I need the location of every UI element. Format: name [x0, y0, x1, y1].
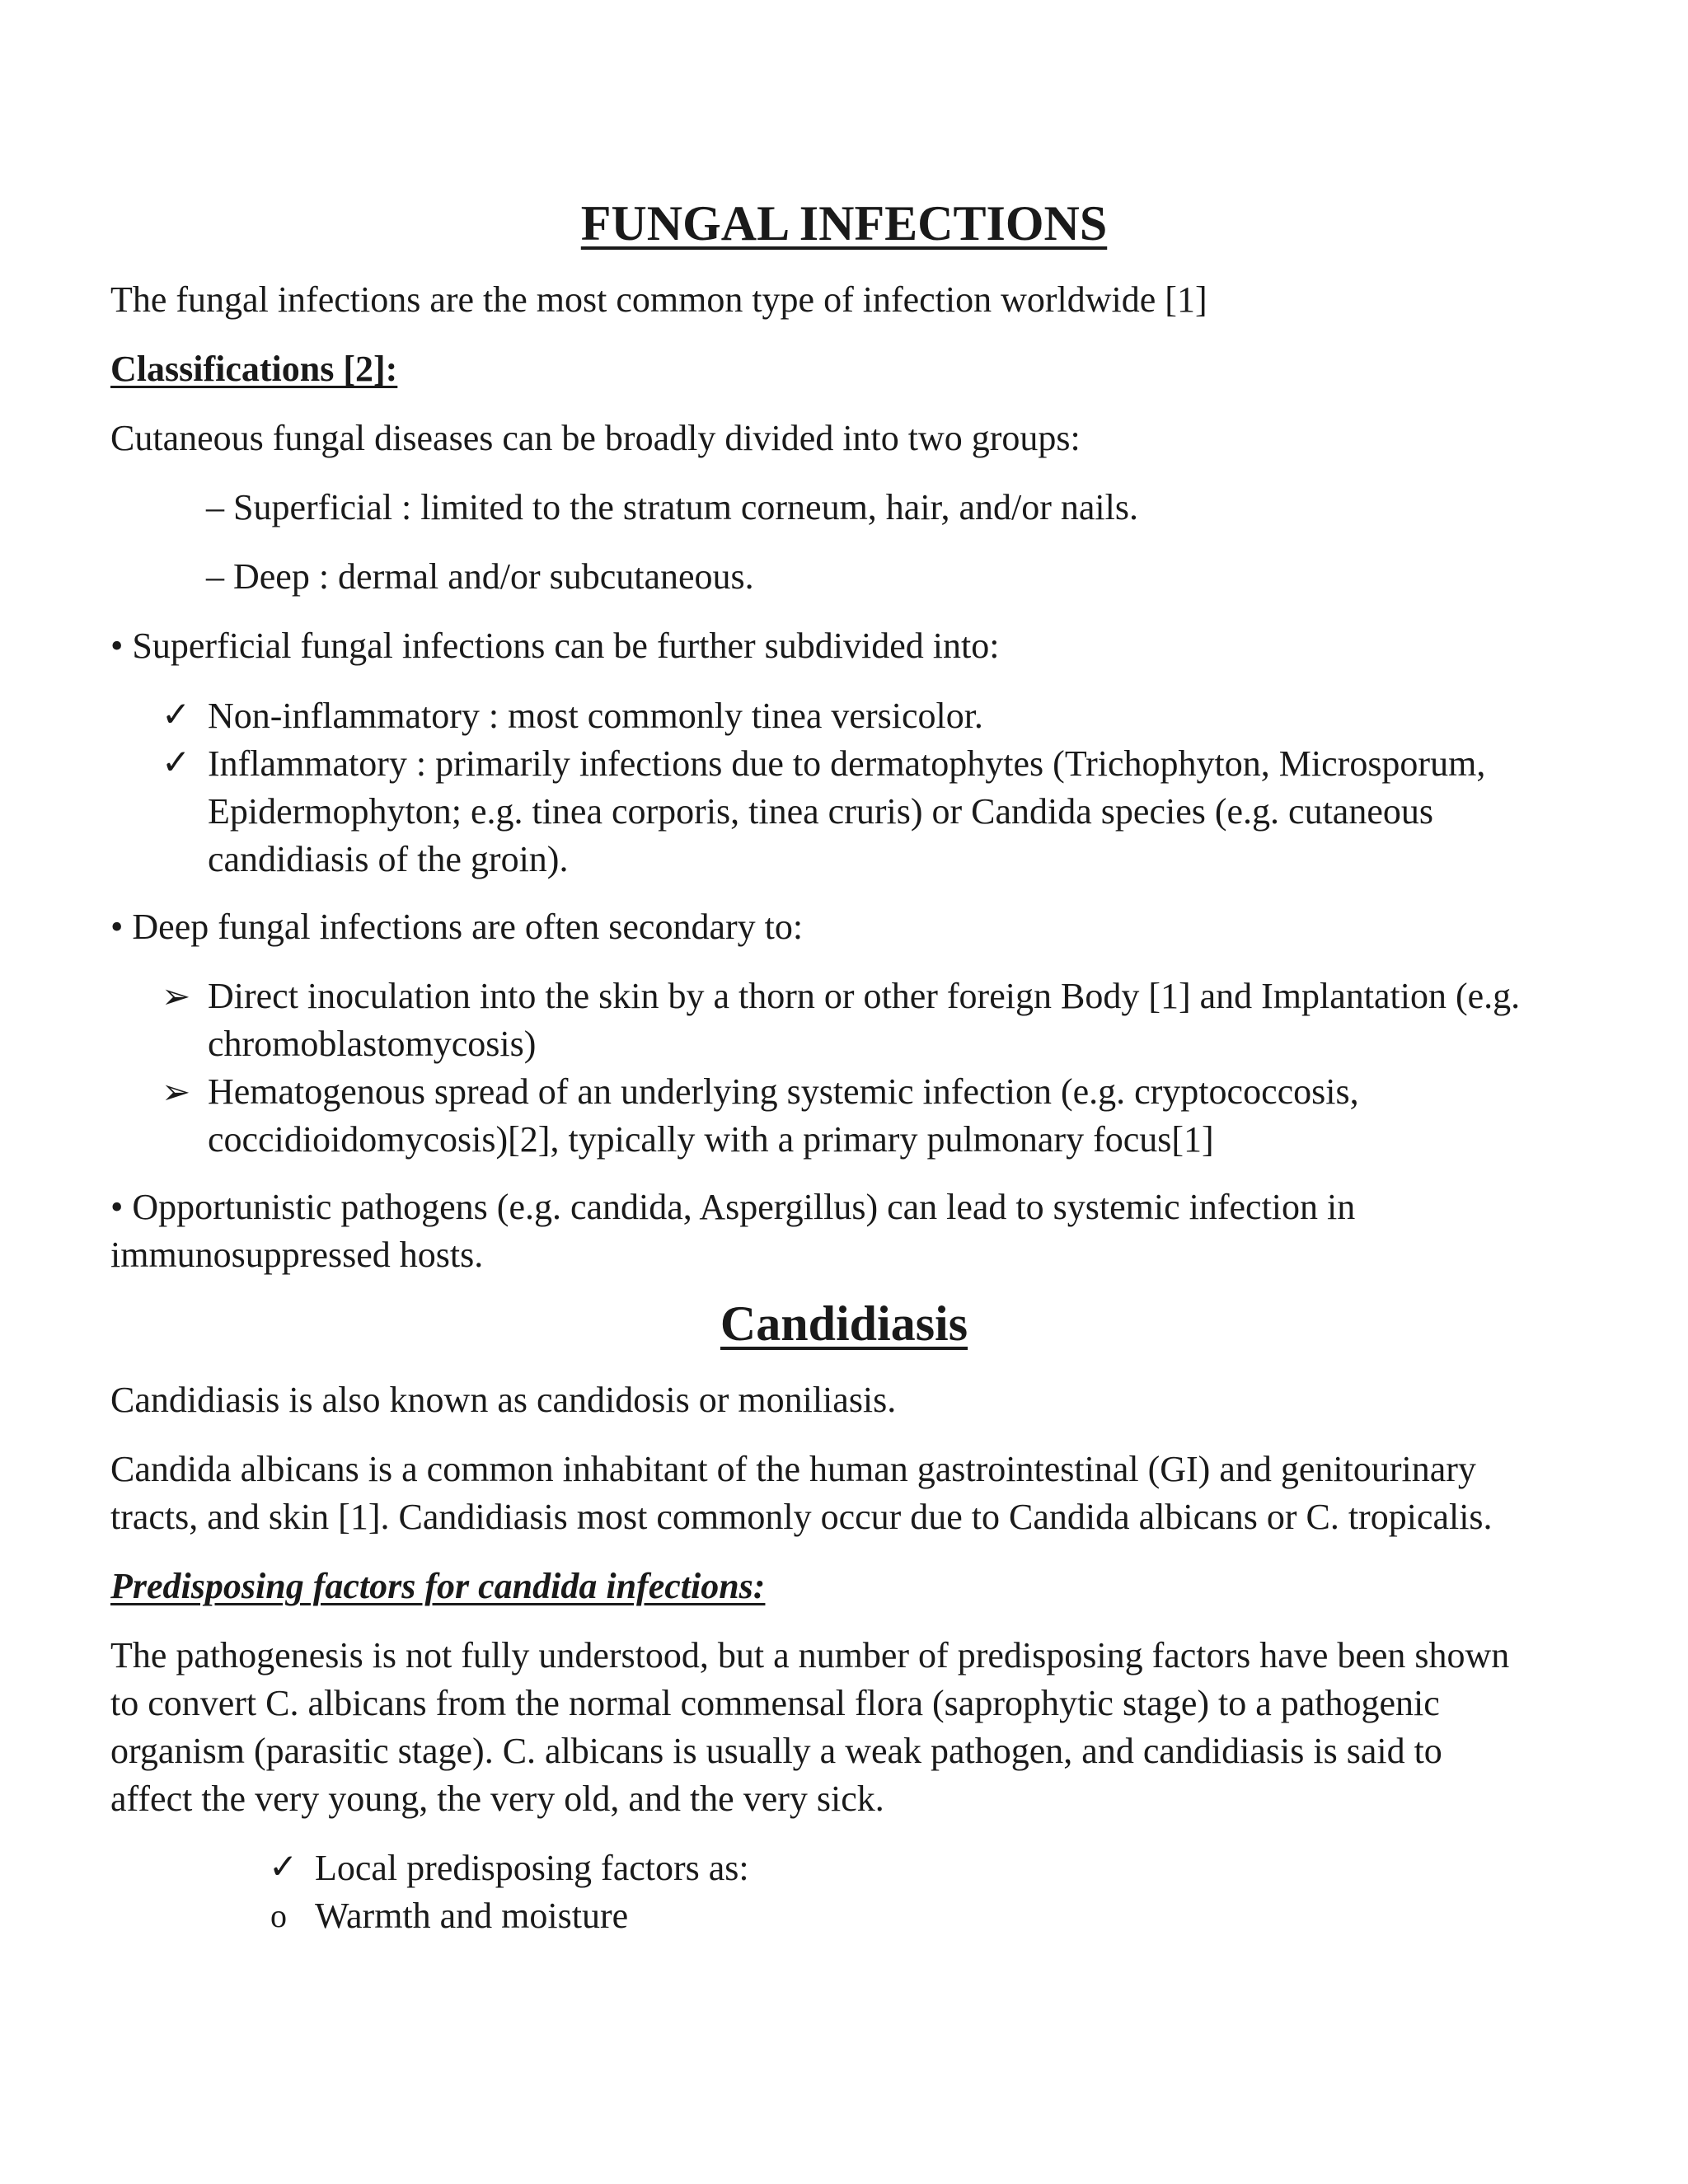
list-item-hematogenous-line-1: Hematogenous spread of an underlying systemic infection (e.g. cryptococcosis, — [208, 1071, 1359, 1112]
local-factors-item: Local predisposing factors as: — [315, 1848, 749, 1888]
list-item-inflammatory-line-3: candidiasis of the groin). — [208, 839, 569, 879]
pathogenesis-line-1: The pathogenesis is not fully understood, but a number of predisposing factors have been shown — [110, 1635, 1510, 1675]
page-title: FUNGAL INFECTIONS — [580, 196, 1108, 251]
arrow-bullet-icon: ➢ — [162, 976, 191, 1016]
pathogenesis-line-2: to convert C. albicans from the normal commensal flora (saprophytic stage) to a pathogenic — [110, 1683, 1440, 1723]
opportunistic-line-2: immunosuppressed hosts. — [110, 1235, 484, 1275]
list-item-direct-inoculation-line-1: Direct inoculation into the skin by a thorn or other foreign Body [1] and Implantation (e.g. — [208, 976, 1521, 1016]
circle-bullet-icon: o — [270, 1897, 287, 1934]
superficial-bullet: • Superficial fungal infections can be further subdivided into: — [110, 626, 1000, 666]
check-mark-icon: ✓ — [162, 694, 191, 734]
pathogenesis-line-3: organism (parasitic stage). C. albicans is usually a weak pathogen, and candidiasis is said to — [110, 1731, 1442, 1771]
classifications-heading: Classifications [2]: — [110, 349, 398, 389]
list-item-inflammatory-line-2: Epidermophyton; e.g. tinea corporis, tinea cruris) or Candida species (e.g. cutaneous — [208, 791, 1433, 832]
opportunistic-line-1: • Opportunistic pathogens (e.g. candida, Aspergillus) can lead to systemic infection in — [110, 1187, 1356, 1227]
pathogenesis-line-4: affect the very young, the very old, and the very sick. — [110, 1779, 884, 1819]
list-item-direct-inoculation-line-2: chromoblastomycosis) — [208, 1024, 537, 1064]
intro-text: The fungal infections are the most common type of infection worldwide [1] — [110, 279, 1207, 320]
deep-bullet: • Deep fungal infections are often secondary to: — [110, 907, 804, 947]
list-item-inflammatory-line-1: Inflammatory : primarily infections due to dermatophytes (Trichophyton, Microsporum, — [208, 743, 1486, 784]
candidiasis-title: Candidiasis — [720, 1296, 968, 1351]
dash-item-deep: – Deep : dermal and/or subcutaneous. — [206, 556, 754, 597]
candida-line-2: tracts, and skin [1]. Candidiasis most commonly occur due to Candida albicans or C. tropicalis. — [110, 1497, 1493, 1537]
candida-line-1: Candida albicans is a common inhabitant of the human gastrointestinal (GI) and genitourinary — [110, 1449, 1476, 1489]
predisposing-heading: Predisposing factors for candida infections: — [110, 1566, 766, 1606]
candidiasis-aka: Candidiasis is also known as candidosis or moniliasis. — [110, 1380, 897, 1420]
list-item-hematogenous-line-2: coccidioidomycosis)[2], typically with a primary pulmonary focus[1] — [208, 1119, 1214, 1160]
check-mark-icon: ✓ — [269, 1846, 298, 1886]
cutaneous-intro: Cutaneous fungal diseases can be broadly divided into two groups: — [110, 418, 1081, 458]
dash-item-superficial: – Superficial : limited to the stratum corneum, hair, and/or nails. — [206, 487, 1138, 527]
warmth-item: Warmth and moisture — [315, 1896, 629, 1936]
arrow-bullet-icon: ➢ — [162, 1071, 191, 1112]
check-mark-icon: ✓ — [162, 742, 191, 782]
list-item-non-inflammatory: Non-inflammatory : most commonly tinea versicolor. — [208, 696, 983, 736]
